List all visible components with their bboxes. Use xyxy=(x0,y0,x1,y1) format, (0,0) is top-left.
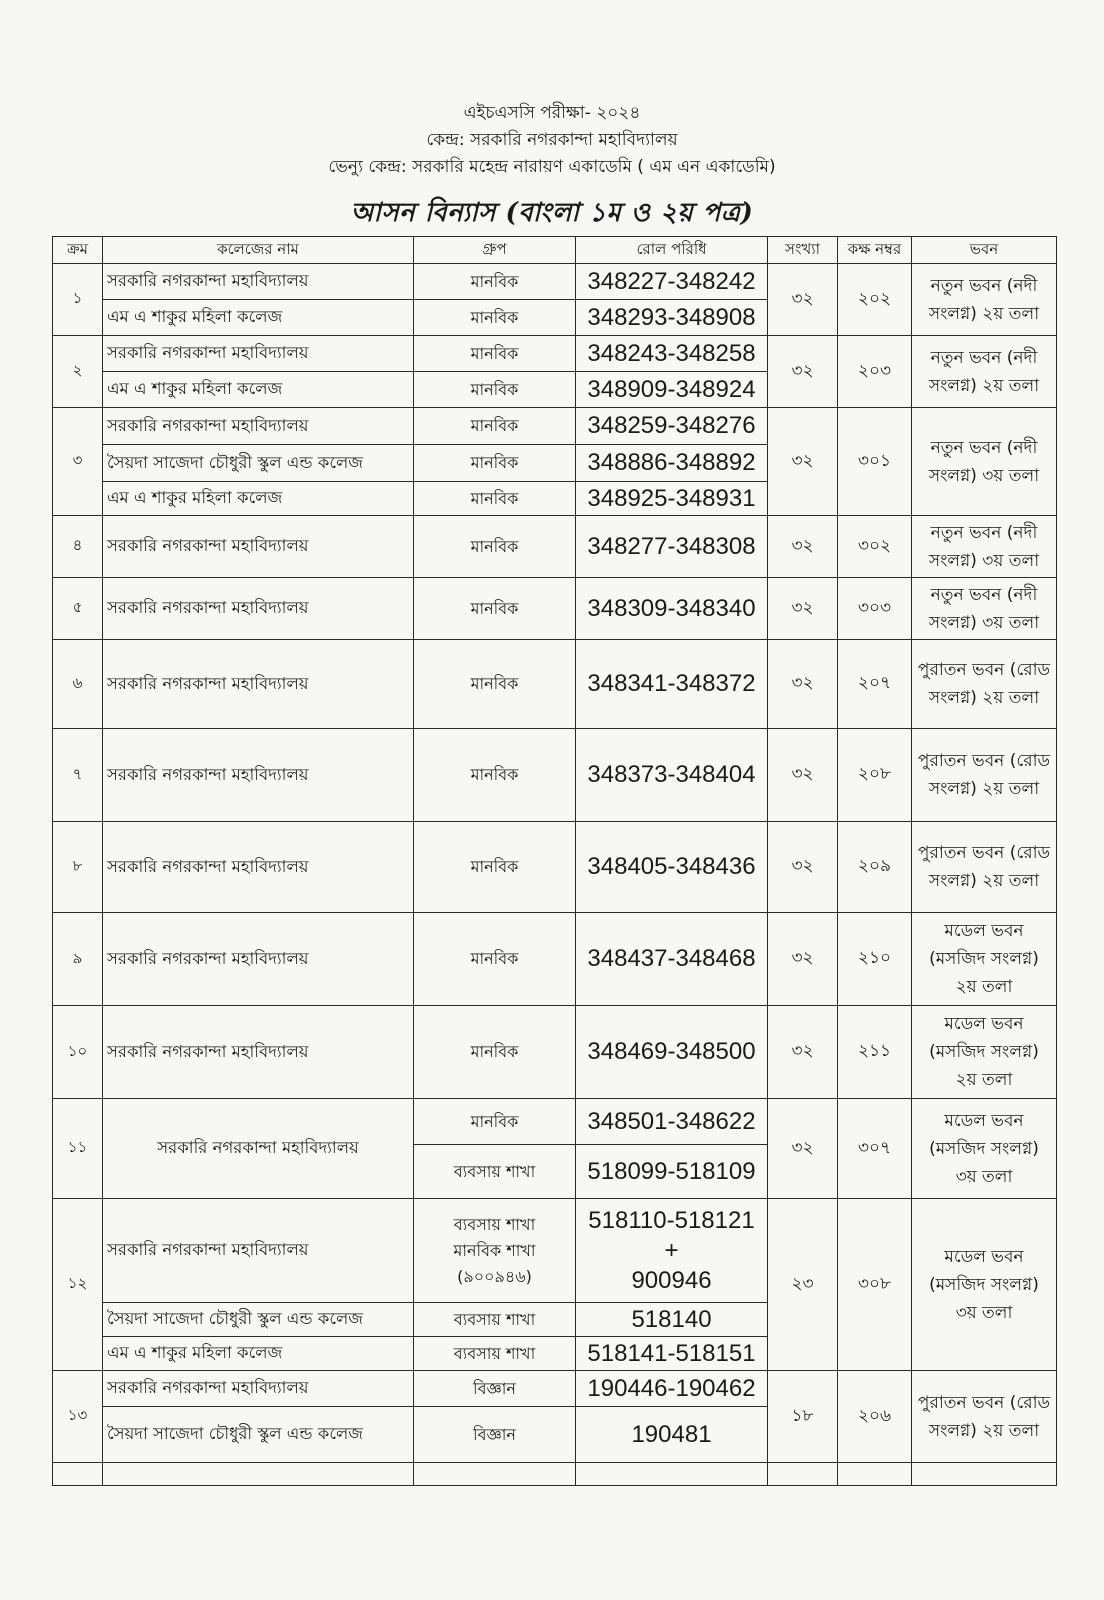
college-cell: সরকারি নগরকান্দা মহাবিদ্যালয় xyxy=(103,1006,414,1099)
col-header-college: কলেজের নাম xyxy=(103,237,414,264)
college-cell: এম এ শাকুর মহিলা কলেজ xyxy=(103,372,414,408)
serial-cell: ৭ xyxy=(53,729,103,822)
serial-cell: ৮ xyxy=(53,822,103,913)
serial-cell: ৬ xyxy=(53,640,103,729)
roll-range-cell: 190481 xyxy=(576,1407,768,1463)
building-cell: পুরাতন ভবন (রোড সংলগ্ন) ২য় তলা xyxy=(912,1371,1057,1463)
room-cell: ৩০৮ xyxy=(838,1199,912,1371)
roll-range-cell: 348469-348500 xyxy=(576,1006,768,1099)
document-header xyxy=(0,100,1104,181)
group-cell: মানবিক xyxy=(414,822,576,913)
serial-cell: ১৩ xyxy=(53,1371,103,1463)
serial-cell: ৫ xyxy=(53,578,103,640)
roll-range-cell: 348501-348622 xyxy=(576,1099,768,1145)
group-cell: মানবিক xyxy=(414,300,576,336)
empty-cell xyxy=(912,1463,1057,1486)
serial-cell: ১১ xyxy=(53,1099,103,1199)
room-cell: ৩০৩ xyxy=(838,578,912,640)
serial-cell: ৪ xyxy=(53,516,103,578)
table-row xyxy=(53,1199,1057,1303)
roll-range-cell: 348227-348242 xyxy=(576,264,768,300)
college-cell: সরকারি নগরকান্দা মহাবিদ্যালয় xyxy=(103,640,414,729)
count-cell: ৩২ xyxy=(768,408,838,516)
room-cell: ৩০৭ xyxy=(838,1099,912,1199)
roll-range-cell: 348341-348372 xyxy=(576,640,768,729)
col-header-group: গ্রুপ xyxy=(414,237,576,264)
room-cell: ২০৭ xyxy=(838,640,912,729)
room-cell: ২০৯ xyxy=(838,822,912,913)
serial-cell: ২ xyxy=(53,336,103,408)
roll-range-cell: 518099-518109 xyxy=(576,1145,768,1199)
table-row xyxy=(53,264,1057,300)
group-cell: ব্যবসায় শাখা xyxy=(414,1145,576,1199)
table-row xyxy=(53,408,1057,445)
group-cell: মানবিক xyxy=(414,445,576,482)
table-row xyxy=(53,729,1057,822)
serial-cell: ১০ xyxy=(53,1006,103,1099)
room-cell: ২০৩ xyxy=(838,336,912,408)
center-name: কেন্দ্র: সরকারি নগরকান্দা মহাবিদ্যালয় xyxy=(426,130,678,150)
group-cell: মানবিক xyxy=(414,729,576,822)
college-cell: সরকারি নগরকান্দা মহাবিদ্যালয় xyxy=(103,336,414,372)
room-cell: ২০২ xyxy=(838,264,912,336)
group-cell: মানবিক xyxy=(414,372,576,408)
building-cell: পুরাতন ভবন (রোড সংলগ্ন) ২য় তলা xyxy=(912,729,1057,822)
group-cell: মানবিক xyxy=(414,1099,576,1145)
venue-name: ভেন্যু কেন্দ্র: সরকারি মহেন্দ্র নারায়ণ একাডেমি ( এম এন একাডেমি) xyxy=(328,157,776,177)
group-cell: মানবিক xyxy=(414,264,576,300)
count-cell: ৩২ xyxy=(768,1006,838,1099)
group-cell: মানবিক xyxy=(414,1006,576,1099)
group-cell: মানবিক xyxy=(414,408,576,445)
count-cell: ৩২ xyxy=(768,578,838,640)
room-cell: ২০৬ xyxy=(838,1371,912,1463)
col-header-room: কক্ষ নম্বর xyxy=(838,237,912,264)
roll-range-cell: 348886-348892 xyxy=(576,445,768,482)
building-cell: নতুন ভবন (নদী সংলগ্ন) ৩য় তলা xyxy=(912,408,1057,516)
count-cell: ৩২ xyxy=(768,729,838,822)
count-cell: ৩২ xyxy=(768,336,838,408)
table-row xyxy=(53,640,1057,729)
building-cell: নতুন ভবন (নদী সংলগ্ন) ২য় তলা xyxy=(912,336,1057,408)
roll-range-cell: 348925-348931 xyxy=(576,482,768,516)
roll-range-cell: 348373-348404 xyxy=(576,729,768,822)
table-row xyxy=(53,1371,1057,1407)
table-row xyxy=(53,913,1057,1006)
table-row xyxy=(53,1099,1057,1145)
col-header-count: সংখ্যা xyxy=(768,237,838,264)
roll-range-cell: 518140 xyxy=(576,1303,768,1337)
table-row xyxy=(53,1006,1057,1099)
group-cell: মানবিক xyxy=(414,913,576,1006)
college-cell: সরকারি নগরকান্দা মহাবিদ্যালয় xyxy=(103,1371,414,1407)
roll-range-cell: 348277-348308 xyxy=(576,516,768,578)
table-row xyxy=(53,822,1057,913)
count-cell: ৩২ xyxy=(768,640,838,729)
building-cell: মডেল ভবন (মসজিদ সংলগ্ন) ৩য় তলা xyxy=(912,1099,1057,1199)
col-header-building: ভবন xyxy=(912,237,1057,264)
college-cell: সরকারি নগরকান্দা মহাবিদ্যালয় xyxy=(103,1199,414,1303)
roll-range-cell: 348243-348258 xyxy=(576,336,768,372)
roll-range-cell: 190446-190462 xyxy=(576,1371,768,1407)
group-cell: মানবিক xyxy=(414,336,576,372)
building-cell: পুরাতন ভবন (রোড সংলগ্ন) ২য় তলা xyxy=(912,822,1057,913)
serial-cell: ১ xyxy=(53,264,103,336)
building-cell: পুরাতন ভবন (রোড সংলগ্ন) ২য় তলা xyxy=(912,640,1057,729)
serial-cell: ৯ xyxy=(53,913,103,1006)
group-cell: মানবিক xyxy=(414,640,576,729)
college-cell: সরকারি নগরকান্দা মহাবিদ্যালয় xyxy=(103,1099,414,1199)
room-cell: ২০৮ xyxy=(838,729,912,822)
col-header-serial: ক্রম xyxy=(53,237,103,264)
college-cell: সরকারি নগরকান্দা মহাবিদ্যালয় xyxy=(103,264,414,300)
page-title: আসন বিন্যাস (বাংলা ১ম ও ২য় পত্র) xyxy=(350,198,754,228)
count-cell: ৩২ xyxy=(768,1099,838,1199)
empty-cell xyxy=(103,1463,414,1486)
col-header-roll: রোল পরিধি xyxy=(576,237,768,264)
group-cell: ব্যবসায় শাখা মানবিক শাখা (৯০০৯৪৬) xyxy=(414,1199,576,1303)
table-row xyxy=(53,336,1057,372)
group-cell: মানবিক xyxy=(414,482,576,516)
group-cell: ব্যবসায় শাখা xyxy=(414,1303,576,1337)
college-cell: এম এ শাকুর মহিলা কলেজ xyxy=(103,300,414,336)
empty-cell xyxy=(53,1463,103,1486)
roll-range-cell: 348909-348924 xyxy=(576,372,768,408)
group-cell: বিজ্ঞান xyxy=(414,1371,576,1407)
building-cell: মডেল ভবন (মসজিদ সংলগ্ন) ২য় তলা xyxy=(912,913,1057,1006)
group-cell: মানবিক xyxy=(414,516,576,578)
building-cell: নতুন ভবন (নদী সংলগ্ন) ২য় তলা xyxy=(912,264,1057,336)
serial-cell: ১২ xyxy=(53,1199,103,1371)
group-cell: মানবিক xyxy=(414,578,576,640)
building-cell: নতুন ভবন (নদী সংলগ্ন) ৩য় তলা xyxy=(912,578,1057,640)
roll-range-cell: 518110-518121 + 900946 xyxy=(576,1199,768,1303)
count-cell: ১৮ xyxy=(768,1371,838,1463)
table-row xyxy=(53,516,1057,578)
count-cell: ৩২ xyxy=(768,913,838,1006)
college-cell: সৈয়দা সাজেদা চৌধুরী স্কুল এন্ড কলেজ xyxy=(103,445,414,482)
room-cell: ৩০২ xyxy=(838,516,912,578)
roll-range-cell: 348309-348340 xyxy=(576,578,768,640)
college-cell: এম এ শাকুর মহিলা কলেজ xyxy=(103,482,414,516)
roll-range-cell: 348293-348908 xyxy=(576,300,768,336)
table-row xyxy=(53,578,1057,640)
count-cell: ২৩ xyxy=(768,1199,838,1371)
table-row-empty xyxy=(53,1463,1057,1486)
count-cell: ৩২ xyxy=(768,822,838,913)
room-cell: ৩০১ xyxy=(838,408,912,516)
roll-range-cell: 348259-348276 xyxy=(576,408,768,445)
building-cell: নতুন ভবন (নদী সংলগ্ন) ৩য় তলা xyxy=(912,516,1057,578)
empty-cell xyxy=(414,1463,576,1486)
college-cell: সরকারি নগরকান্দা মহাবিদ্যালয় xyxy=(103,578,414,640)
college-cell: সরকারি নগরকান্দা মহাবিদ্যালয় xyxy=(103,913,414,1006)
group-cell: বিজ্ঞান xyxy=(414,1407,576,1463)
college-cell: সরকারি নগরকান্দা মহাবিদ্যালয় xyxy=(103,408,414,445)
roll-range-cell: 348405-348436 xyxy=(576,822,768,913)
table-body xyxy=(53,264,1057,1486)
building-cell: মডেল ভবন (মসজিদ সংলগ্ন) ৩য় তলা xyxy=(912,1199,1057,1371)
college-cell: সৈয়দা সাজেদা চৌধুরী স্কুল এন্ড কলেজ xyxy=(103,1407,414,1463)
roll-range-cell: 518141-518151 xyxy=(576,1337,768,1371)
room-cell: ২১১ xyxy=(838,1006,912,1099)
count-cell: ৩২ xyxy=(768,264,838,336)
college-cell: সরকারি নগরকান্দা মহাবিদ্যালয় xyxy=(103,822,414,913)
count-cell: ৩২ xyxy=(768,516,838,578)
roll-range-cell: 348437-348468 xyxy=(576,913,768,1006)
table-header xyxy=(53,237,1057,264)
college-cell: এম এ শাকুর মহিলা কলেজ xyxy=(103,1337,414,1371)
empty-cell xyxy=(768,1463,838,1486)
college-cell: সরকারি নগরকান্দা মহাবিদ্যালয় xyxy=(103,729,414,822)
room-cell: ২১০ xyxy=(838,913,912,1006)
building-cell: মডেল ভবন (মসজিদ সংলগ্ন) ২য় তলা xyxy=(912,1006,1057,1099)
college-cell: সৈয়দা সাজেদা চৌধুরী স্কুল এন্ড কলেজ xyxy=(103,1303,414,1337)
empty-cell xyxy=(576,1463,768,1486)
empty-cell xyxy=(838,1463,912,1486)
exam-name: এইচএসসি পরীক্ষা- ২০২৪ xyxy=(463,103,641,123)
group-cell: ব্যবসায় শাখা xyxy=(414,1337,576,1371)
college-cell: সরকারি নগরকান্দা মহাবিদ্যালয় xyxy=(103,516,414,578)
seat-plan-table xyxy=(52,236,1057,1486)
serial-cell: ৩ xyxy=(53,408,103,516)
